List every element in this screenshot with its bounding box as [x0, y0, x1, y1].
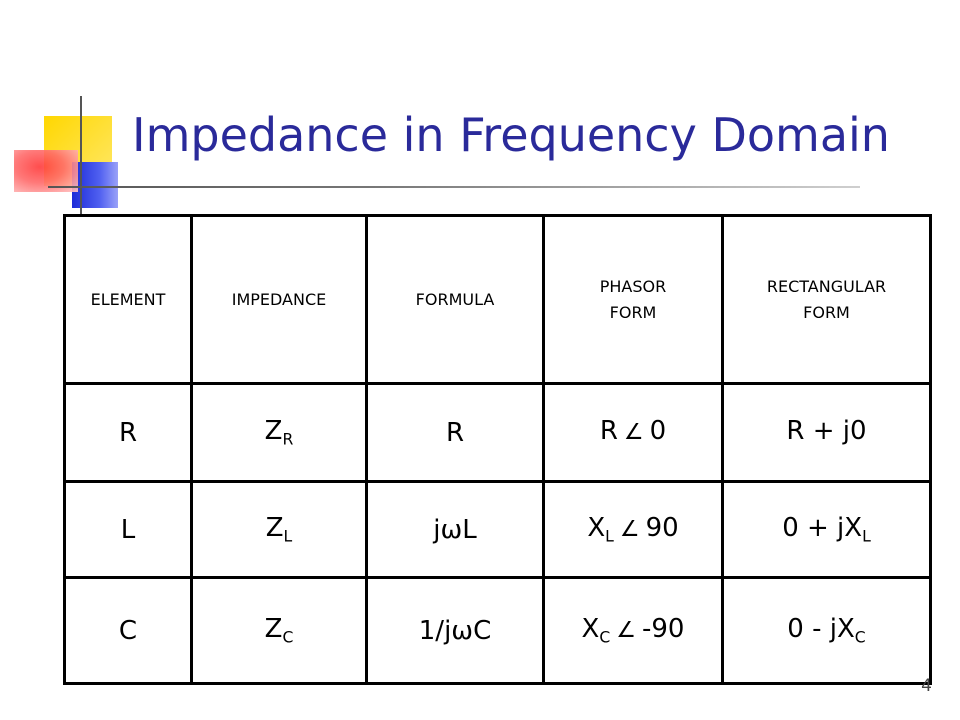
cell-phasor-angle: 90 — [645, 513, 679, 544]
cell-phasor — [544, 578, 723, 684]
table-row — [65, 384, 931, 482]
cell-phasor-sub: L — [605, 527, 614, 546]
cell-impedance-base: Z — [264, 614, 283, 645]
cell-phasor-angle: 0 — [649, 416, 667, 447]
cell-rect-base: 0 + jX — [782, 513, 863, 544]
table-header-row — [65, 216, 931, 384]
cell-impedance-base: Z — [264, 416, 283, 447]
cell-impedance-sub: L — [283, 527, 293, 546]
cell-impedance — [192, 384, 367, 482]
header-impedance: IMPEDANCE — [192, 216, 367, 384]
header-rectangular-form: RECTANGULAR FORM — [723, 216, 931, 384]
cell-formula: R — [367, 384, 544, 482]
decor-blue-square — [72, 162, 118, 208]
cell-rect-sub: L — [862, 527, 871, 546]
cell-rectangular — [723, 578, 931, 684]
cell-rect-base: R + j0 — [786, 416, 867, 447]
cell-phasor — [544, 482, 723, 578]
cell-phasor-sub: C — [599, 628, 611, 647]
cell-impedance-sub: C — [282, 628, 294, 647]
cell-phasor-base: X — [581, 614, 600, 645]
cell-rect-base: 0 - jX — [787, 614, 855, 645]
table-row — [65, 578, 931, 684]
cell-element: R — [65, 384, 192, 482]
header-formula: FORMULA — [367, 216, 544, 384]
angle-icon: ∠ — [619, 517, 640, 543]
title-underline — [48, 186, 860, 188]
cell-rectangular — [723, 384, 931, 482]
table-row — [65, 482, 931, 578]
cell-impedance — [192, 482, 367, 578]
decor-vertical-line — [80, 96, 82, 216]
cell-impedance — [192, 578, 367, 684]
cell-impedance-base: Z — [265, 513, 284, 544]
cell-rectangular — [723, 482, 931, 578]
cell-phasor — [544, 384, 723, 482]
cell-element: C — [65, 578, 192, 684]
impedance-table — [63, 214, 932, 685]
slide-title: Impedance in Frequency Domain — [132, 108, 890, 162]
angle-icon: ∠ — [616, 618, 636, 644]
cell-rect-sub: C — [854, 628, 866, 647]
angle-icon: ∠ — [623, 420, 644, 446]
header-element: ELEMENT — [65, 216, 192, 384]
cell-element: L — [65, 482, 192, 578]
page-number: 4 — [921, 676, 932, 696]
cell-phasor-angle: -90 — [641, 614, 685, 645]
cell-phasor-base: X — [587, 513, 606, 544]
cell-phasor-base: R — [599, 416, 618, 447]
cell-formula: 1/jωC — [367, 578, 544, 684]
cell-formula: jωL — [367, 482, 544, 578]
header-phasor-form: PHASOR FORM — [544, 216, 723, 384]
cell-impedance-sub: R — [282, 430, 294, 449]
